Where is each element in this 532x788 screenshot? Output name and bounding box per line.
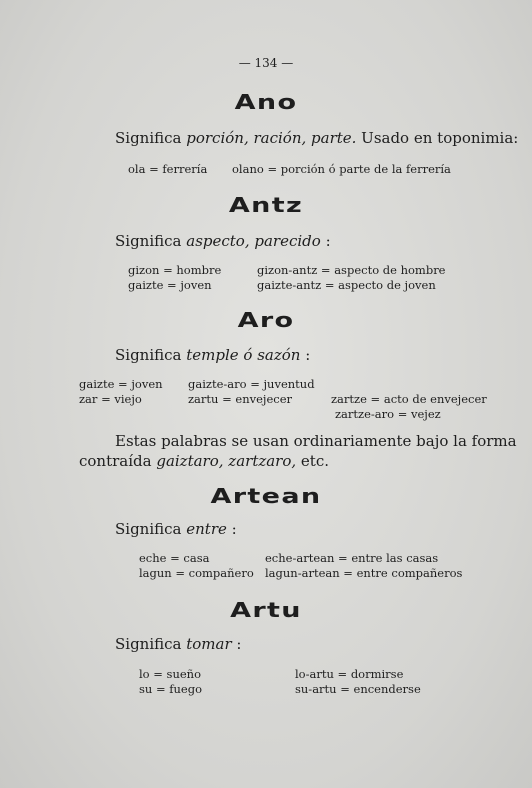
gloss: gizon-antz = aspecto de hombre (257, 263, 446, 277)
heading-ano: Ano (234, 90, 298, 114)
lead-italic: aspecto, parecido (186, 232, 321, 250)
heading-artu: Artu (230, 598, 302, 622)
lead-suffix: : (300, 346, 311, 364)
gloss: lo-artu = dormirse (295, 667, 404, 681)
heading-aro: Aro (237, 308, 295, 332)
gloss: olano = porción ó parte de la ferrería (232, 162, 451, 176)
lead-prefix: Significa (115, 346, 187, 364)
gloss: su-artu = encenderse (295, 682, 421, 696)
heading-artean: Artean (210, 484, 322, 508)
gloss: lagun = compañero (139, 566, 254, 580)
paragraph-line-2 (79, 452, 329, 470)
lead-italic: entre (186, 520, 227, 538)
gloss: gizon = hombre (128, 263, 222, 277)
lead-artu (115, 635, 241, 653)
lead-suffix: : (226, 520, 237, 538)
lead-italic: porción, ración, parte. (186, 129, 357, 147)
gloss: gaizte = joven (79, 377, 163, 391)
paragraph-suffix: etc. (296, 452, 329, 470)
lead-aro (115, 346, 310, 364)
lead-prefix: Significa (115, 635, 187, 653)
lead-italic: temple ó sazón (186, 346, 301, 364)
heading-antz: Antz (228, 193, 304, 217)
gloss: zartze = acto de envejecer (331, 392, 487, 406)
lead-artean (115, 520, 237, 538)
lead-suffix: : (231, 635, 242, 653)
paragraph-line-1: Estas palabras se usan ordinariamente bajo la forma (115, 432, 517, 450)
gloss: lagun-artean = entre compañeros (265, 566, 463, 580)
gloss: zartze-aro = vejez (335, 407, 441, 421)
gloss: gaizte-aro = juventud (188, 377, 315, 391)
gloss: su = fuego (139, 682, 203, 696)
gloss: lo = sueño (139, 667, 201, 681)
gloss: gaizte-antz = aspecto de joven (257, 278, 436, 292)
gloss: ola = ferrería (128, 162, 208, 176)
lead-suffix: Usado en toponimia: (356, 129, 519, 147)
lead-antz (115, 232, 331, 250)
gloss: eche-artean = entre las casas (265, 551, 439, 565)
lead-prefix: Significa (115, 520, 187, 538)
gloss: gaizte = joven (128, 278, 212, 292)
gloss: zartu = envejecer (188, 392, 293, 406)
lead-prefix: Significa (115, 129, 187, 147)
page-number: — 134 — (238, 56, 294, 70)
lead-italic: tomar (186, 635, 232, 653)
lead-suffix: : (320, 232, 331, 250)
gloss: eche = casa (139, 551, 210, 565)
paragraph-prefix: contraída (79, 452, 157, 470)
lead-ano (115, 129, 518, 147)
paragraph-italic: gaiztaro, zartzaro, (156, 452, 297, 470)
lead-prefix: Significa (115, 232, 187, 250)
gloss: zar = viejo (79, 392, 142, 406)
